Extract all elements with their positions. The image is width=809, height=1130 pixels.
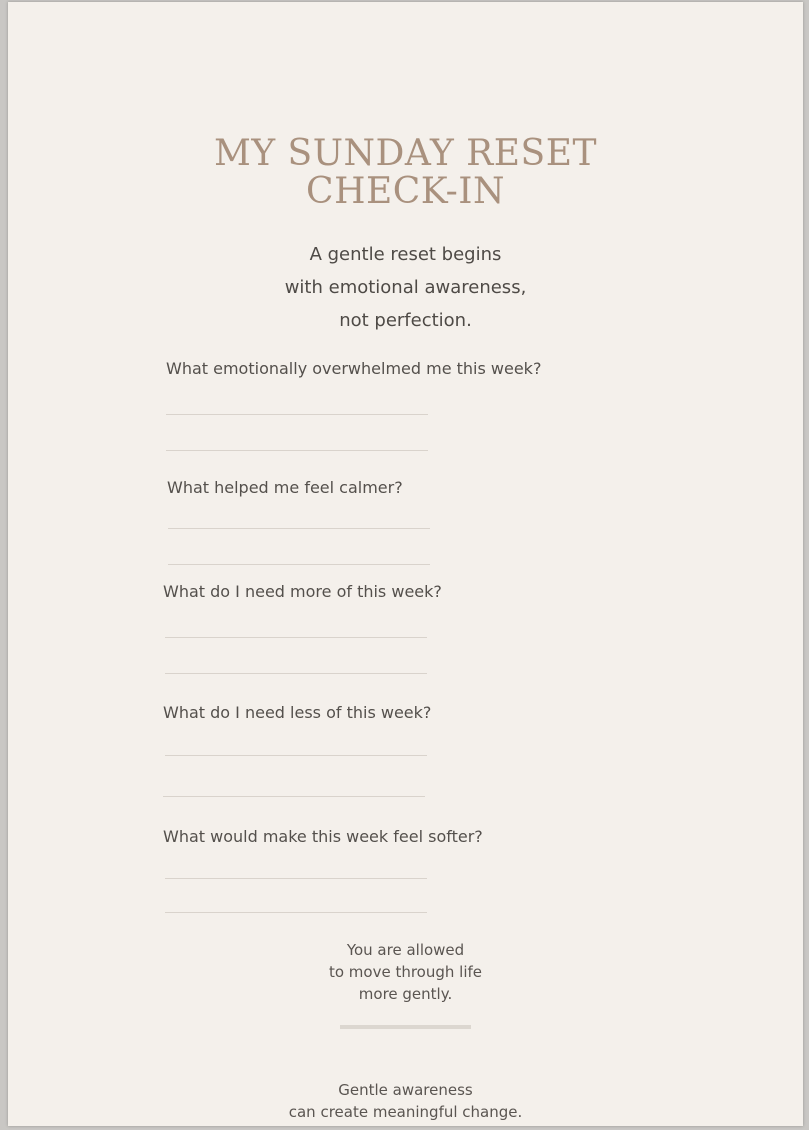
answer-line[interactable] xyxy=(166,450,428,451)
footer-line-2: can create meaningful change. xyxy=(288,1103,523,1121)
worksheet-page xyxy=(8,2,803,1126)
affirmation-line-2: to move through life xyxy=(328,963,483,981)
question-need-more: What do I need more of this week? xyxy=(163,582,442,601)
intro-line-3: not perfection. xyxy=(339,310,472,331)
page-title-line-2: CHECK-IN xyxy=(306,171,505,212)
divider xyxy=(340,1025,471,1029)
question-softer: What would make this week feel softer? xyxy=(163,827,483,846)
answer-line[interactable] xyxy=(165,755,427,756)
intro-line-2: with emotional awareness, xyxy=(284,277,527,298)
question-need-less: What do I need less of this week? xyxy=(163,703,432,722)
answer-line[interactable] xyxy=(166,414,428,415)
answer-line[interactable] xyxy=(168,528,430,529)
answer-line[interactable] xyxy=(168,564,430,565)
question-calmer: What helped me feel calmer? xyxy=(167,478,403,497)
answer-line[interactable] xyxy=(165,912,427,913)
footer-line-1: Gentle awareness xyxy=(338,1081,473,1099)
page-title-line-1: MY SUNDAY RESET xyxy=(213,133,598,174)
affirmation-line-1: You are allowed xyxy=(346,941,465,959)
answer-line[interactable] xyxy=(165,673,427,674)
answer-line[interactable] xyxy=(165,878,427,879)
answer-line[interactable] xyxy=(163,796,425,797)
intro-line-1: A gentle reset begins xyxy=(309,244,502,265)
answer-line[interactable] xyxy=(165,637,427,638)
question-overwhelmed: What emotionally overwhelmed me this week? xyxy=(166,359,542,378)
affirmation-line-3: more gently. xyxy=(358,985,453,1003)
